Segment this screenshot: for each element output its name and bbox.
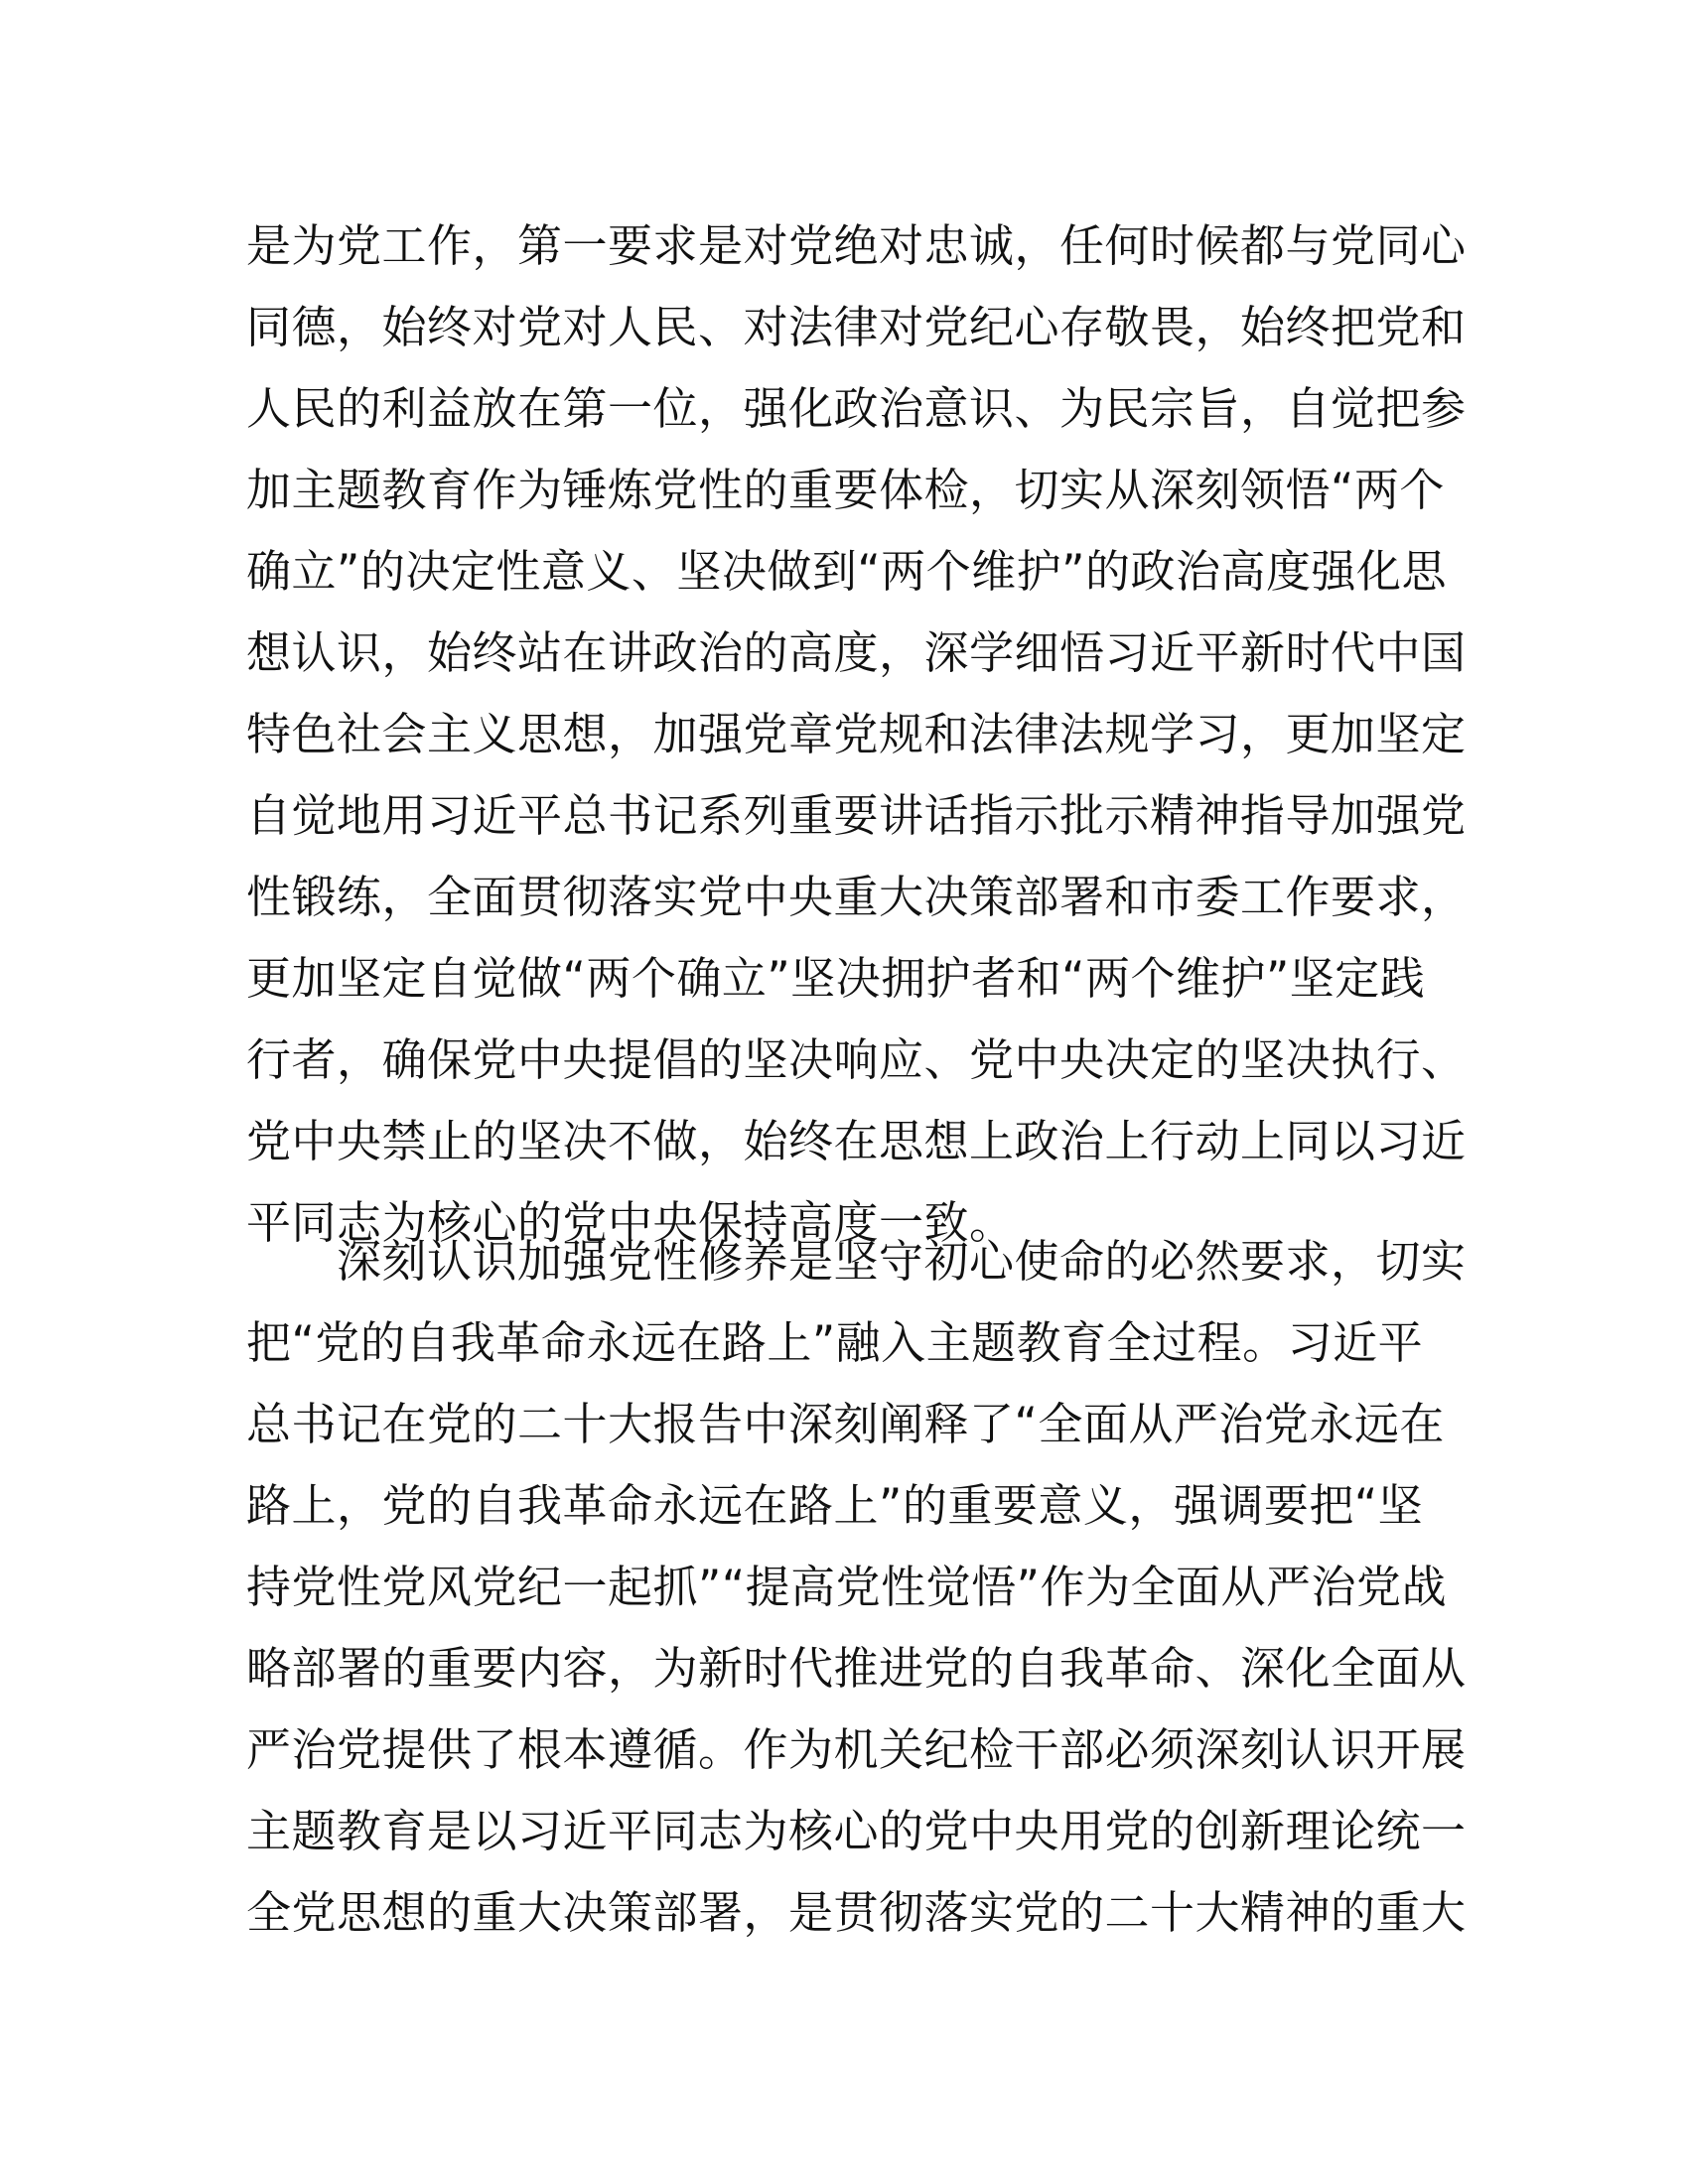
paragraph-line: 持党性党风党纪一起抓”“提高党性觉悟”作为全面从严治党战 (246, 1561, 1447, 1613)
paragraph-line: 加主题教育作为锤炼党性的重要体检，切实从深刻领悟“两个 (246, 464, 1445, 516)
paragraph-line: 主题教育是以习近平同志为核心的党中央用党的创新理论统一 (246, 1805, 1467, 1857)
paragraph-line: 总书记在党的二十大报告中深刻阐释了“全面从严治党永远在 (246, 1398, 1445, 1450)
paragraph-line: 略部署的重要内容，为新时代推进党的自我革命、深化全面从 (246, 1642, 1467, 1695)
paragraph-line: 党中央禁止的坚决不做，始终在思想上政治上行动上同以习近 (246, 1115, 1467, 1167)
paragraph-line: 是为党工作，第一要求是对党绝对忠诚，任何时候都与党同心 (246, 219, 1467, 272)
paragraph-line: 同德，始终对党对人民、对法律对党纪心存敬畏，始终把党和 (246, 301, 1467, 353)
paragraph-line: 更加坚定自觉做“两个确立”坚决拥护者和“两个维护”坚定践 (246, 952, 1426, 1005)
paragraph-line: 路上，党的自我革命永远在路上”的重要意义，强调要把“坚 (246, 1479, 1424, 1532)
paragraph-line: 自觉地用习近平总书记系列重要讲话指示批示精神指导加强党 (246, 789, 1467, 842)
paragraph-line: 人民的利益放在第一位，强化政治意识、为民宗旨，自觉把参 (246, 382, 1467, 435)
paragraph-line: 特色社会主义思想，加强党章党规和法律法规学习，更加坚定 (246, 708, 1467, 760)
paragraph-line: 平同志为核心的党中央保持高度一致。 (246, 1196, 1015, 1249)
paragraph-line: 严治党提供了根本遵循。作为机关纪检干部必须深刻认识开展 (246, 1723, 1467, 1776)
paragraph-line: 把“党的自我革命永远在路上”融入主题教育全过程。习近平 (246, 1316, 1424, 1369)
paragraph-line: 想认识，始终站在讲政治的高度，深学细悟习近平新时代中国 (246, 626, 1467, 679)
paragraph-line: 性锻练，全面贯彻落实党中央重大决策部署和市委工作要求， (246, 871, 1467, 923)
paragraph-line: 深刻认识加强党性修养是坚守初心使命的必然要求，切实 (246, 1235, 1467, 1288)
paragraph-line: 全党思想的重大决策部署，是贯彻落实党的二十大精神的重大 (246, 1886, 1467, 1939)
paragraph-line: 确立”的决定性意义、坚决做到“两个维护”的政治高度强化思 (246, 545, 1447, 598)
paragraph-line: 行者，确保党中央提倡的坚决响应、党中央决定的坚决执行、 (246, 1033, 1467, 1086)
paragraph-2 (246, 1221, 1467, 1954)
paragraph-1 (246, 205, 1467, 1264)
